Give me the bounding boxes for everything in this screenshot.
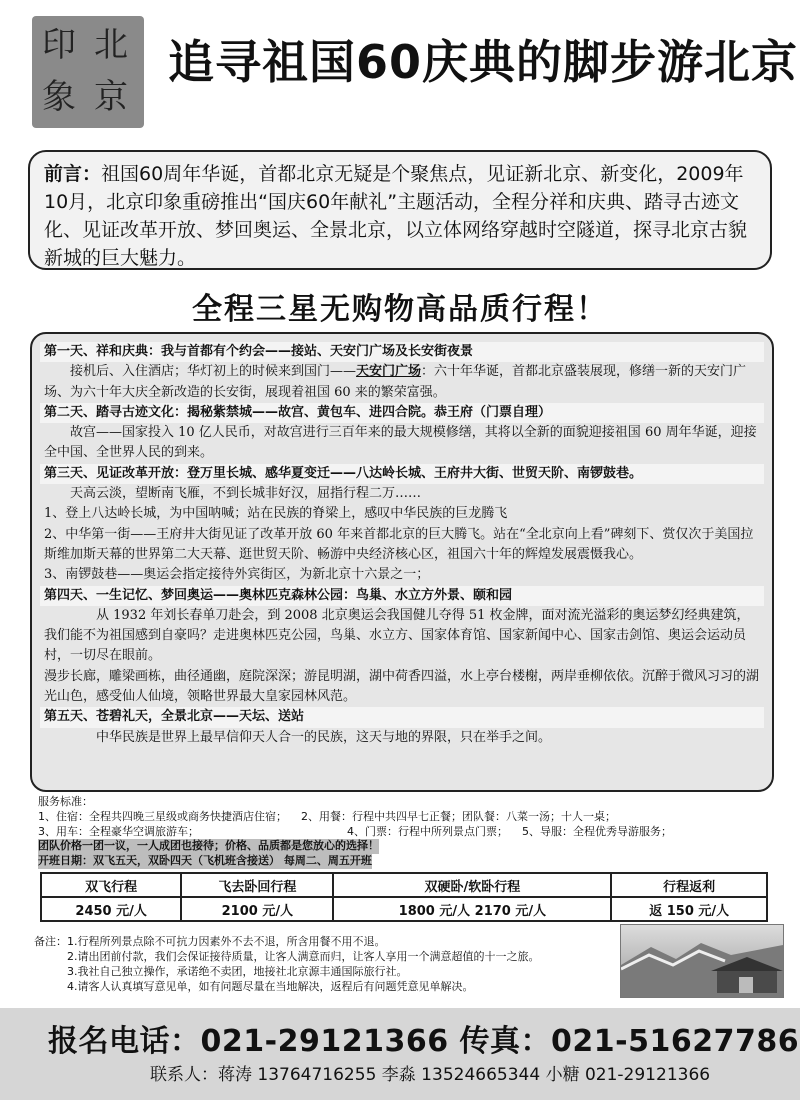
price-header: 双硬卧/软卧行程 [333, 873, 611, 897]
notes-label: 备注： [34, 935, 67, 948]
price-value: 2450 元/人 [41, 897, 181, 921]
day3-item-1: 1、登上八达岭长城，为中国呐喊；站在民族的脊梁上，感叹中华民族的巨龙腾飞 [44, 506, 508, 522]
service-item: 2、用餐：行程中共四早七正餐；团队餐：八菜一汤；十人一桌； [301, 809, 616, 823]
intro-box [28, 150, 772, 270]
price-value: 2100 元/人 [181, 897, 333, 921]
day3-heading: 第三天、见证改革开放：登万里长城、感华夏变迁——八达岭长城、王府井大街、世贸天阶、南锣鼓巷。 [40, 464, 764, 484]
service-title: 服务标准： [38, 795, 93, 808]
day2-heading: 第二天、踏寻古迹文化：揭秘紫禁城——故宫、黄包车、进四合院。恭王府（门票自理） [40, 403, 764, 423]
price-value: 1800 元/人 2170 元/人 [333, 897, 611, 921]
service-item: 5、导服：全程优秀导游服务； [522, 824, 672, 838]
price-header: 双飞行程 [41, 873, 181, 897]
day1-text [44, 362, 760, 403]
contact-people: 联系人：蒋涛 13764716255 李淼 13524665344 小糖 021-29121366 [150, 1065, 711, 1085]
phone-fax: 报名电话：021-29121366 传真：021-51627786 [48, 1024, 800, 1059]
service-item: 3、用车：全程豪华空调旅游车； [38, 824, 199, 838]
price-value: 返 150 元/人 [611, 897, 767, 921]
day3-item-3: 3、南锣鼓巷——奥运会指定接待外宾街区，为新北京十六景之一； [44, 567, 430, 583]
logo-char: 北 [94, 25, 128, 65]
price-table [40, 872, 768, 922]
intro-text: 祖国60周年华诞，首都北京无疑是个聚焦点，见证新北京、新变化，2009年10月，北京印象重磅推出“国庆60年献礼”主题活动，全程分祥和庆典、踏寻古迹文化、见证改革开放、梦回奥运、全景北京，以立体网络穿越时空隧道，探寻北京古貌新城的巨大魅力。 [44, 163, 748, 269]
group-price-note: 团队价格一团一议，一人成团也接待；价格、品质都是您放心的选择！ [38, 839, 379, 853]
day1-heading: 第一天、祥和庆典：我与首都有个约会——接站、天安门广场及长安街夜景 [40, 342, 764, 362]
landmark-illustration [621, 925, 783, 997]
logo-char: 象 [42, 77, 76, 117]
day1-text-b: ：六十年华诞，首都北京盛装展现，修缮一新的天安门广场、为六十年大庆全新改造的长安街，展现着祖国 60 来的繁荣富强。 [44, 364, 747, 400]
intro-label: 前言： [44, 163, 102, 185]
itinerary-box [30, 332, 774, 792]
price-header-row [41, 873, 767, 897]
day1-text-a: 接机后、入住酒店；华灯初上的时候来到国门—— [70, 364, 357, 380]
note-item: 1.行程所列景点除不可抗力因素外不去不退，所含用餐不用不退。 [67, 935, 386, 948]
price-header: 飞去卧回行程 [181, 873, 333, 897]
day2-text: 故宫——国家投入 10 亿人民币，对故宫进行三百年来的最大规模修缮，其将以全新的面貌迎接祖国 60 周年华诞，迎接全中国、全世界人民的到来。 [44, 425, 757, 461]
note-item: 4.请客人认真填写意见单，如有问题尽量在当地解决，返程后有问题凭意见单解决。 [67, 980, 474, 993]
price-header: 行程返利 [611, 873, 767, 897]
landmark-photo [620, 924, 784, 998]
logo-char: 京 [94, 77, 128, 117]
day5-heading: 第五天、苍碧礼天，全景北京——天坛、送站 [40, 707, 764, 727]
slogan: 全程三星无购物高品质行程！ [192, 292, 608, 327]
service-item: 1、住宿：全程共四晚三星级或商务快捷酒店住宿； [38, 809, 287, 823]
day4-text-2: 漫步长廊，雕梁画栋，曲径通幽，庭院深深；游昆明湖，湖中荷香四溢，水上亭台楼榭，两岸垂柳依依。沉醉于微风习习的湖光山色，感受仙人仙境，领略世界最大皇家园林风范。 [44, 668, 760, 705]
logo-seal [32, 16, 144, 128]
day3-intro: 天高云淡，望断南飞雁，不到长城非好汉，屈指行程二万…… [70, 486, 422, 502]
day5-text: 中华民族是世界上最早信仰天人合一的民族，这天与地的界限，只在举手之间。 [96, 729, 552, 745]
note-item: 3.我社自己独立操作，承诺绝不卖团，地接社北京源丰通国际旅行社。 [67, 965, 408, 978]
day4-heading: 第四天、一生记忆、梦回奥运——奥林匹克森林公园：鸟巢、水立方外景、颐和园 [40, 586, 764, 606]
notes [34, 934, 614, 994]
day4-text: 从 1932 年刘长春单刀赴会，到 2008 北京奥运会我国健儿夺得 51 枚金牌，面对流光溢彩的奥运梦幻经典建筑，我们能不为祖国感到自豪吗？走进奥林匹克公园，鸟巢、水立方、国家体育馆、国家新闻中心、国家击剑馆、奥运会运动员村，一切尽在眼前。 [44, 607, 750, 664]
page-title: 追寻祖国60庆典的脚步游北京 [168, 35, 799, 89]
service-standards [38, 795, 768, 869]
service-item: 4、门票：行程中所列景点门票； [347, 824, 508, 838]
logo-char: 印 [42, 25, 76, 65]
schedule-note: 开班日期：双飞五天，双卧四天（飞机班含接送） 每周二、周五开班 [38, 854, 372, 868]
day3-item-2: 2、中华第一街——王府井大街见证了改革开放 60 年来首都北京的巨大腾飞。站在“全北京向上看”碑刻下、赏仅次于美国拉斯维加斯天幕的世界第二大天幕、逛世贸天阶、畅游中央经济核心区，祖国六十年的辉煌发展震慑我心。 [44, 526, 754, 562]
price-value-row [41, 897, 767, 921]
tiananmen-link: 天安门广场 [356, 364, 422, 380]
note-item: 2.请出团前付款，我们会保证接待质量，让客人满意而归，让客人享用一个满意超值的十一之旅。 [67, 950, 540, 963]
